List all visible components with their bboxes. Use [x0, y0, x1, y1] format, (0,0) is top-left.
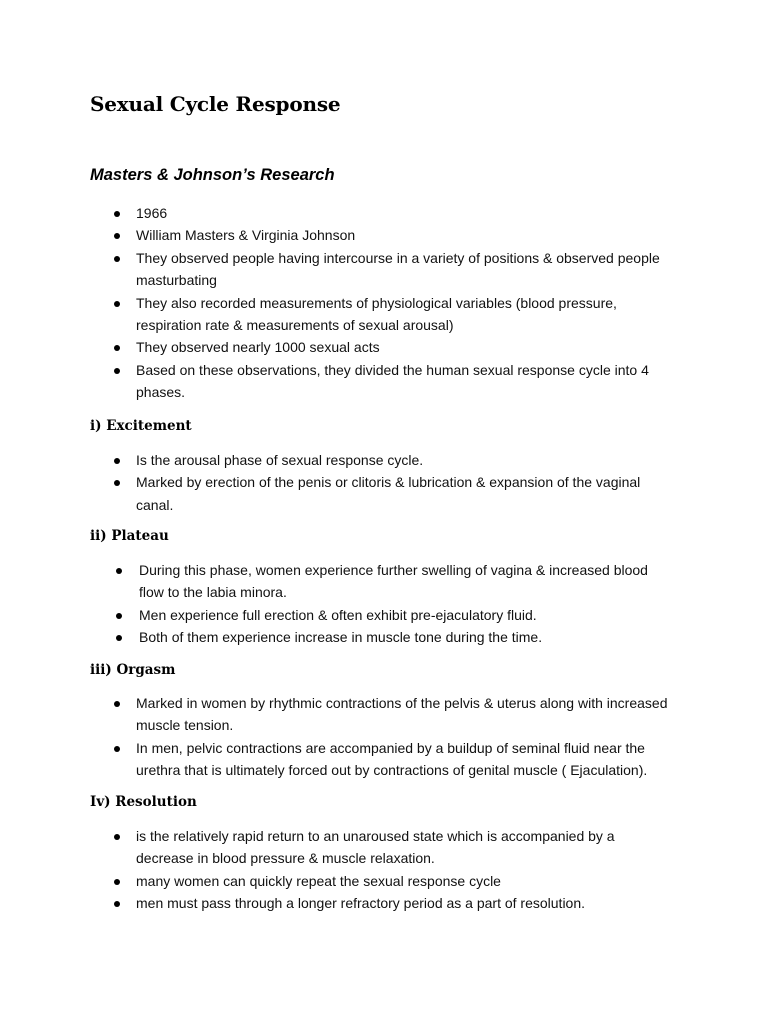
- list-item: Marked in women by rhythmic contractions of the pelvis & uterus along with increased muscle tension.: [90, 692, 676, 737]
- list-item: many women can quickly repeat the sexual response cycle: [90, 870, 676, 892]
- page-title: Sexual Cycle Response: [90, 92, 341, 116]
- list-item: Is the arousal phase of sexual response cycle.: [90, 449, 676, 471]
- list-item: 1966: [90, 202, 676, 224]
- section-subtitle: Masters & Johnson’s Research: [90, 166, 335, 184]
- orgasm-list: [90, 692, 676, 782]
- section-heading-resolution: Iv) Resolution: [90, 794, 197, 810]
- list-item: In men, pelvic contractions are accompanied by a buildup of seminal fluid near the urethra that is ultimately forced out by contractions of genital muscle ( Ejaculation).: [90, 737, 676, 782]
- section-heading-orgasm: iii) Orgasm: [90, 662, 176, 678]
- list-item: men must pass through a longer refractory period as a part of resolution.: [90, 892, 676, 914]
- list-item: Men experience full erection & often exhibit pre-ejaculatory fluid.: [90, 604, 676, 626]
- list-item: William Masters & Virginia Johnson: [90, 224, 676, 246]
- list-item: They observed people having intercourse in a variety of positions & observed people masturbating: [90, 247, 676, 292]
- list-item: is the relatively rapid return to an unaroused state which is accompanied by a decrease in blood pressure & muscle relaxation.: [90, 825, 676, 870]
- intro-list: [90, 202, 676, 404]
- list-item: They observed nearly 1000 sexual acts: [90, 336, 676, 358]
- list-item: They also recorded measurements of physiological variables (blood pressure, respiration rate & measurements of sexual arousal): [90, 292, 676, 337]
- list-item: Marked by erection of the penis or clitoris & lubrication & expansion of the vaginal canal.: [90, 471, 676, 516]
- list-item: Based on these observations, they divided the human sexual response cycle into 4 phases.: [90, 359, 676, 404]
- section-heading-excitement: i) Excitement: [90, 418, 192, 434]
- list-item: Both of them experience increase in muscle tone during the time.: [90, 626, 676, 648]
- resolution-list: [90, 825, 676, 915]
- section-heading-plateau: ii) Plateau: [90, 528, 169, 544]
- plateau-list: [90, 559, 676, 649]
- excitement-list: [90, 449, 676, 516]
- list-item: During this phase, women experience further swelling of vagina & increased blood flow to the labia minora.: [90, 559, 676, 604]
